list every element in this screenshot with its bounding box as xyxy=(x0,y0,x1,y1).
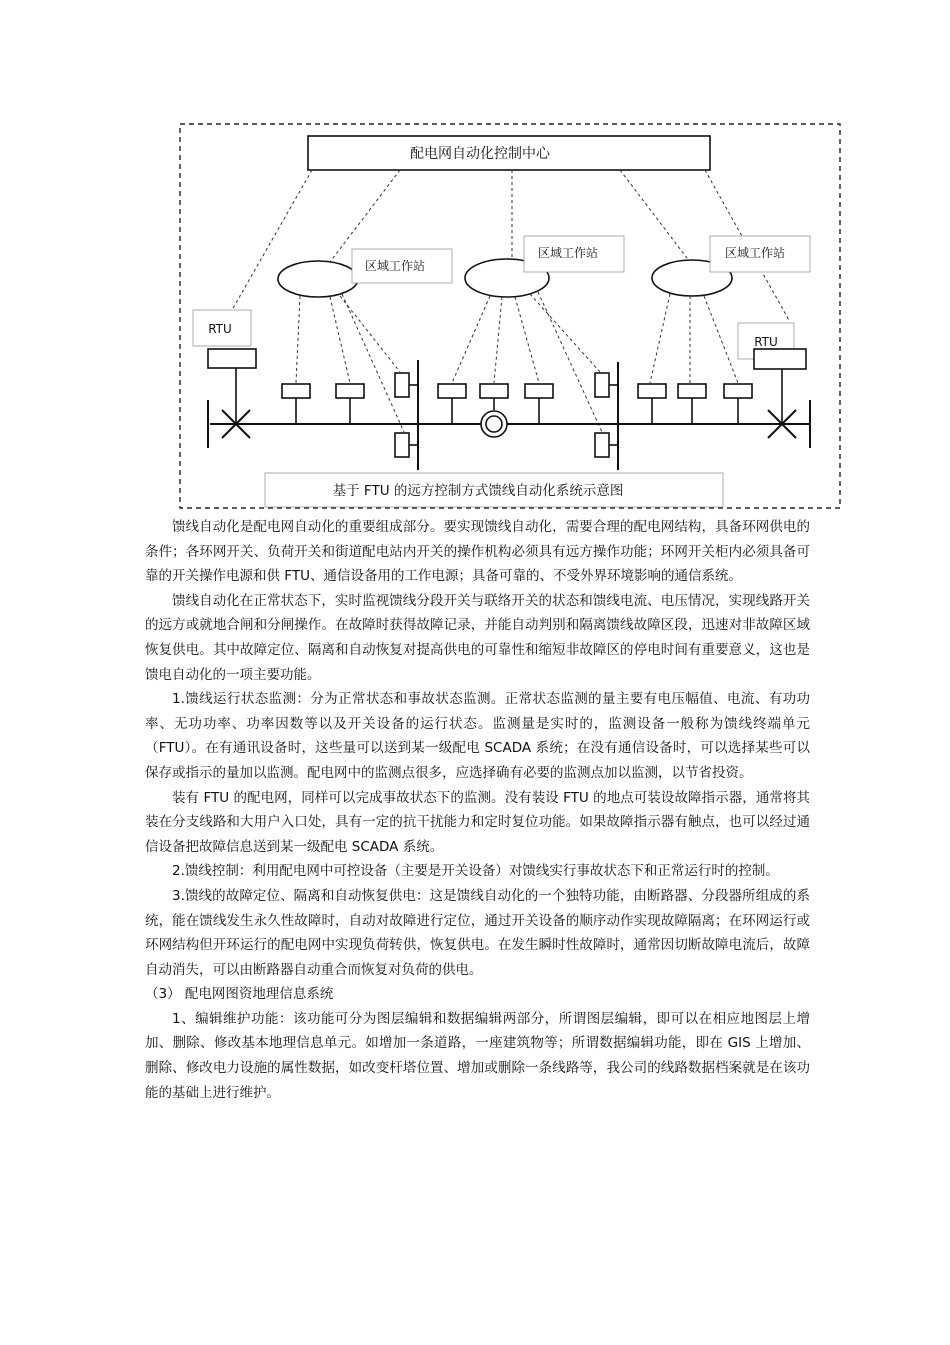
ftu-group xyxy=(282,384,752,424)
diagram-frame xyxy=(180,124,840,508)
tie-switch-inner xyxy=(486,416,502,432)
rtu-device-left xyxy=(208,349,256,368)
paragraph-3: 1.馈线运行状态监测：分为正常状态和事故状态监测。正常状态监测的量主要有电压幅值、电流、有功功率、无功功率、功率因数等以及开关设备的运行状态。监测量是实时的，监测设备一般称为馈线终端单元（FTU）。在有通讯设备时，这些量可以送到某一级配电 SCADA 系统；在没有通信设备时，可以选择某些可以保存或指示的量加以监测。配电网中的监测点很多，应选择确有必要的监测点加以监测，以节省投资。 xyxy=(145,691,810,781)
paragraph-5: 2.馈线控制：利用配电网中可控设备（主要是开关设备）对馈线实行事故状态下和正常运行时的控制。 xyxy=(172,863,779,880)
section-heading: （3） 配电网图资地理信息系统 xyxy=(145,986,334,1003)
paragraph-2: 馈线自动化在正常状态下，实时监视馈线分段开关与联络开关的状态和馈线电流、电压情况，实现线路开关的远方或就地合闸和分闸操作。在故障时获得故障记录，并能自动判别和隔离馈线故障区段，迅速对非故障区域恢复供电。其中故障定位、隔离和自动恢复对提高供电的可靠性和缩短非故障区的停电时间有重要意义，这也是馈电自动化的一项主要功能。 xyxy=(145,592,810,683)
ftu-links xyxy=(296,292,738,432)
workstation-label-2: 区域工作站 xyxy=(537,246,599,260)
control-center-label: 配电网自动化控制中心 xyxy=(410,146,550,162)
paragraph-6: 3.馈线的故障定位、隔离和自动恢复供电：这是馈线自动化的一个独特功能，由断路器、分段器所组成的系统，能在馈线发生永久性故障时，自动对故障进行定位，通过开关设备的顺序动作实现故障隔离；在环网运行或环网结构但开环运行的配电网中实现负荷转供，恢复供电。在发生瞬时性故障时，通常因切断故障电流后，故障自动消失，可以由断路器自动重合而恢复对负荷的供电。 xyxy=(145,887,810,978)
feeder-automation-diagram xyxy=(0,0,950,515)
body-text xyxy=(145,515,810,1105)
rtu-device-right xyxy=(754,349,806,369)
paragraph-4: 装有 FTU 的配电网，同样可以完成事故状态下的监测。没有装设 FTU 的地点可装设故障指示器，通常将其装在分支线路和大用户入口处，具有一定的抗干扰能力和定时复位功能。如果故障指示器有触点，也可以经过通信设备把故障信息送到某一级配电 SCADA 系统。 xyxy=(145,789,810,855)
rtu-label-right: RTU xyxy=(754,335,778,349)
workstation-ellipse-1 xyxy=(278,261,358,297)
control-links xyxy=(232,170,790,322)
rtu-label-left: RTU xyxy=(208,322,232,336)
workstation-label-1: 区域工作站 xyxy=(364,259,426,273)
diagram-caption: 基于 FTU 的远方控制方式馈线自动化系统示意图 xyxy=(332,483,624,499)
workstation-label-3: 区域工作站 xyxy=(724,246,786,260)
paragraph-1: 馈线自动化是配电网自动化的重要组成部分。要实现馈线自动化，需要合理的配电网结构，具备环网供电的条件；各环网开关、负荷开关和街道配电站内开关的操作机构必须具有远方操作功能；环网开关柜内必须具备可靠的开关操作电源和供 FTU、通信设备用的工作电源；具备可靠的、不受外界环境影响的通信系统。 xyxy=(145,519,810,585)
paragraph-7: 1、编辑维护功能：该功能可分为图层编辑和数据编辑两部分，所谓图层编辑，即可以在相应地图层上增加、删除、修改基本地理信息单元。如增加一条道路，一座建筑物等；所谓数据编辑功能，即在 GIS 上增加、删除、修改电力设施的属性数据，如改变杆塔位置、增加或删除一条线路等，我公司的线路数据档案就是在该功能的基础上进行维护。 xyxy=(145,1010,810,1101)
